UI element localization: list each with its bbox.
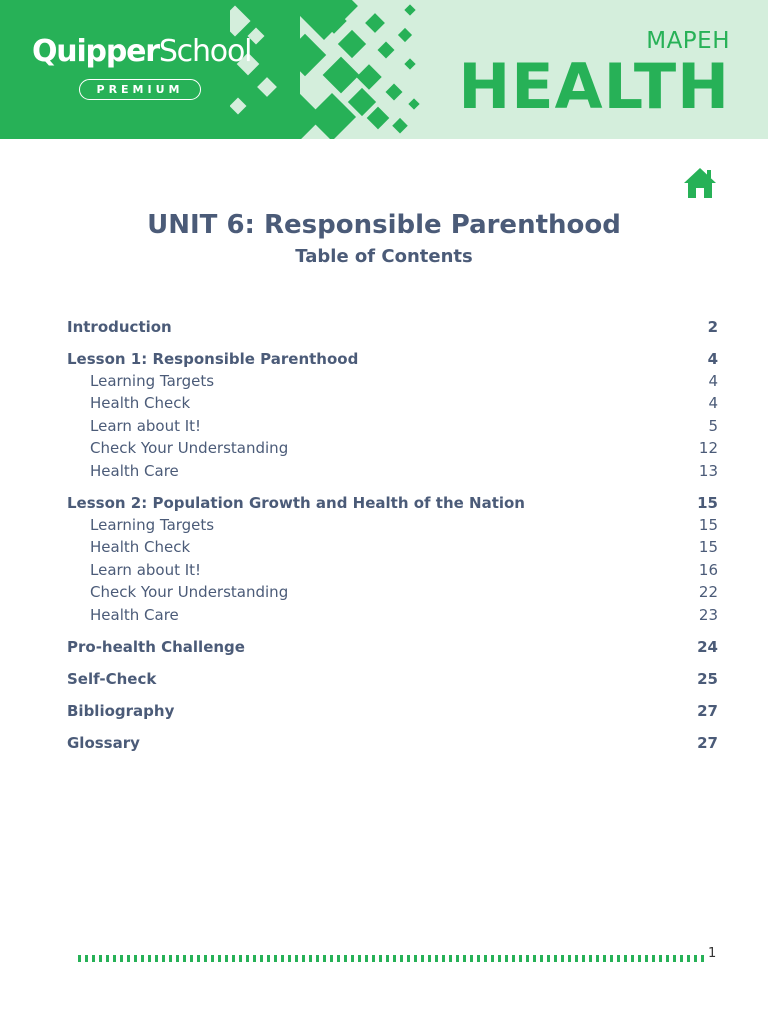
toc-entry[interactable] — [67, 700, 718, 722]
toc-entry-label: Bibliography — [67, 701, 175, 720]
toc-entry[interactable] — [67, 392, 718, 414]
toc-entry[interactable] — [67, 415, 718, 437]
toc-entry-page: 16 — [698, 560, 718, 579]
toc-entry[interactable] — [67, 559, 718, 581]
toc-entry[interactable] — [67, 316, 718, 338]
toc-subtitle: Table of Contents — [295, 246, 473, 267]
toc-entry[interactable] — [67, 514, 718, 536]
toc-entry-page: 4 — [707, 350, 718, 368]
toc-entry[interactable] — [67, 636, 718, 658]
toc-entry-page: 27 — [697, 733, 718, 752]
brand-part1: Quipper — [32, 34, 159, 69]
toc-entry[interactable] — [67, 437, 718, 459]
toc-entry[interactable] — [67, 536, 718, 558]
toc-entry[interactable] — [67, 370, 718, 392]
toc-entry-label: Lesson 1: Responsible Parenthood — [67, 350, 359, 368]
toc-entry-label: Learn about It! — [90, 416, 202, 435]
home-icon[interactable] — [682, 166, 718, 200]
unit-title: UNIT 6: Responsible Parenthood — [147, 210, 621, 240]
toc-entry[interactable] — [67, 492, 718, 514]
subject-label: MAPEH — [646, 28, 730, 54]
page-number: 1 — [708, 946, 717, 961]
toc-entry-label: Health Care — [90, 605, 179, 624]
toc-entry-page: 5 — [708, 416, 718, 435]
header-banner — [0, 0, 768, 139]
toc-entry-page: 15 — [697, 493, 718, 512]
toc-entry-label: Health Care — [90, 461, 179, 480]
toc-entry-page: 12 — [698, 439, 718, 458]
toc-entry-page: 4 — [708, 372, 718, 390]
toc-entry-label: Learning Targets — [90, 515, 215, 534]
toc-entry-page: 25 — [697, 669, 718, 688]
toc-entry-page: 27 — [697, 701, 718, 720]
diamond-pattern — [230, 0, 430, 139]
toc-entry[interactable] — [67, 581, 718, 603]
toc-entry-label: Glossary — [67, 733, 140, 752]
toc-entry-label: Pro-health Challenge — [67, 637, 245, 656]
toc-entry[interactable] — [67, 348, 718, 370]
table-of-contents — [67, 316, 718, 754]
toc-entry-label: Check Your Understanding — [90, 439, 289, 458]
toc-entry[interactable] — [67, 460, 718, 482]
toc-entry-page: 23 — [698, 605, 718, 624]
toc-entry[interactable] — [67, 732, 718, 754]
toc-entry-page: 13 — [698, 461, 718, 480]
toc-entry-label: Check Your Understanding — [90, 583, 289, 602]
toc-entry-page: 2 — [707, 318, 718, 336]
premium-badge: PREMIUM — [79, 79, 201, 100]
quipper-school-logo — [32, 34, 251, 69]
footer-dotted-rule — [78, 955, 706, 962]
toc-entry-label: Lesson 2: Population Growth and Health of the Nation — [67, 493, 525, 512]
toc-entry-page: 22 — [698, 583, 718, 602]
toc-entry[interactable] — [67, 668, 718, 690]
toc-entry-page: 24 — [697, 637, 718, 656]
toc-entry-page: 15 — [698, 538, 718, 557]
subject-title: HEALTH — [458, 50, 730, 123]
brand-part2: School — [158, 34, 252, 69]
toc-entry-label: Health Check — [90, 394, 191, 413]
toc-entry-label: Introduction — [67, 318, 172, 336]
toc-entry-label: Learn about It! — [90, 560, 202, 579]
toc-entry-page: 15 — [698, 515, 718, 534]
toc-entry-label: Learning Targets — [90, 372, 215, 390]
toc-entry-label: Health Check — [90, 538, 191, 557]
toc-entry-page: 4 — [708, 394, 718, 413]
toc-entry-label: Self-Check — [67, 669, 157, 688]
toc-entry[interactable] — [67, 604, 718, 626]
